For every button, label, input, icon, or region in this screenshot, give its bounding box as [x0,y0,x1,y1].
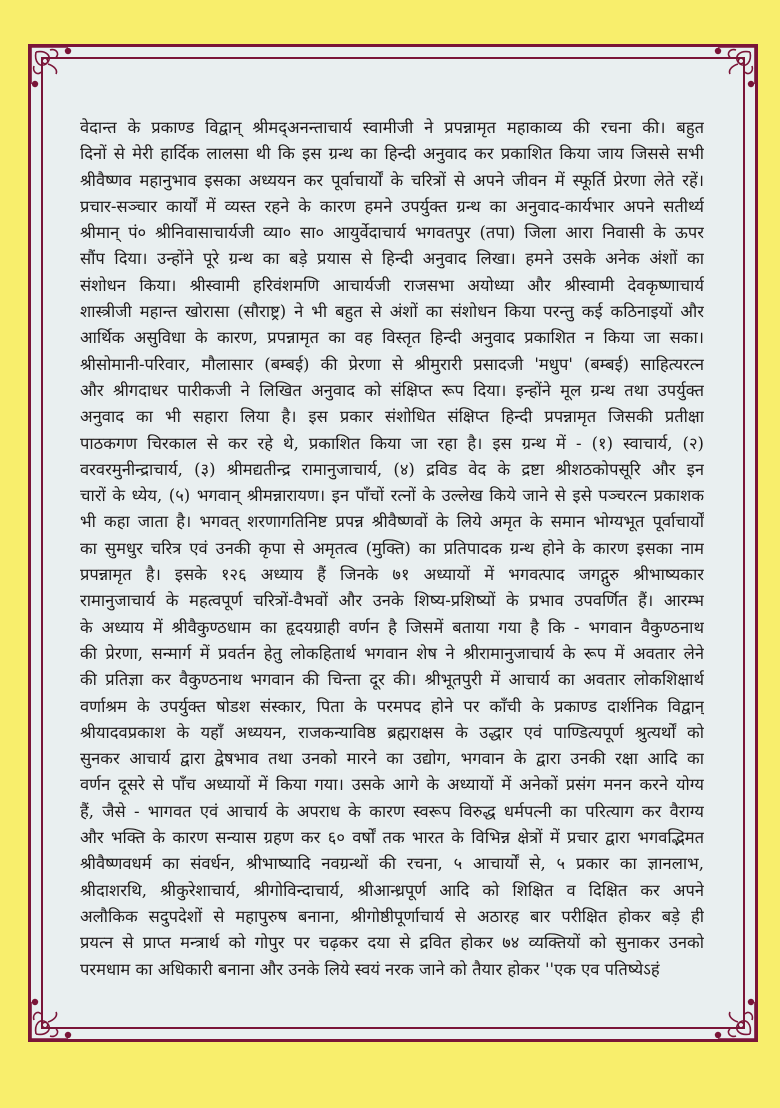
body-text [80,115,704,983]
text-line: श्रीवैष्णव महानुभाव इसका अध्ययन कर पूर्वाचार्यों के चरित्रों से अपने जीवन में स्फूर्ति प्रेरणा लेते रहें। [80,170,704,190]
text-line: दिनों से मेरी हार्दिक लालसा थी कि इस ग्रन्थ का हिन्दी अनुवाद कर प्रकाशित किया जाय जिससे सभी [80,144,704,164]
text-line: और श्रीगदाधर पारीकजी ने लिखित अनुवाद को संक्षिप्त रूप दिया। इन्होंने मूल ग्रन्थ तथा उपर्युक्त [80,380,704,400]
text-line: श्रीसोमानी-परिवार, मौलासार (बम्बई) की प्रेरणा से श्रीमुरारी प्रसादजी 'मधुप' (बम्बई) साहित्यरत्न [80,354,704,374]
text-line: संशोधन किया। श्रीस्वामी हरिवंशमणि आचार्यजी राजसभा अयोध्या और श्रीस्वामी देवकृष्णाचार्य [80,275,704,295]
text-line: की प्रतिज्ञा कर वैकुण्ठनाथ भगवान की चिन्ता दूर की। श्रीभूतपुरी में आचार्य का अवतार लोकशिक्षार्थ [80,670,704,690]
text-line: अलौकिक सदुपदेशों से महापुरुष बनाना, श्रीगोष्ठीपूर्णाचार्य से अठारह बार परीक्षित होकर बड़े ही [80,906,704,926]
text-line: श्रीमान् पं० श्रीनिवासाचार्यजी व्या० सा० आयुर्वेदाचार्य भगवतपुर (तपा) जिला आरा निवासी के ऊपर [80,223,704,243]
text-line: वरवरमुनीन्द्राचार्य, (३) श्रीमद्यतीन्द्र रामानुजाचार्य, (४) द्रविड वेद के द्रष्टा श्रीशठकोपसूरि और इन [80,459,704,479]
text-line: के अध्याय में श्रीवैकुण्ठधाम का हृदयग्राही वर्णन है जिसमें बताया गया है कि - भगवान वैकुण्ठनाथ [80,617,704,637]
text-line: अनुवाद का भी सहारा लिया है। इस प्रकार संशोधित संक्षिप्त हिन्दी प्रपन्नामृत जिसकी प्रतीक्षा [80,407,704,427]
text-line: भी कहा जाता है। भगवत् शरणागतिनिष्ट प्रपन्न श्रीवैष्णवों के लिये अमृत के समान भोग्यभूत पूर्वाचार्यों [80,512,704,532]
text-line: सौंप दिया। उन्होंने पूरे ग्रन्थ का बड़े प्रयास से हिन्दी अनुवाद लिखा। हमने उसके अनेक अंशों का [80,249,704,269]
corner-ornament-icon [712,44,758,90]
text-line: प्रपन्नामृत है। इसके १२६ अध्याय हैं जिनके ७१ अध्यायों में भगवत्पाद जगद्गुरु श्रीभाष्यकार [80,565,704,585]
text-line: परमधाम का अधिकारी बनाना और उनके लिये स्वयं नरक जाने को तैयार होकर ''एक एव पतिष्येऽहं [80,959,660,979]
text-line: पाठकगण चिरकाल से कर रहे थे, प्रकाशित किया जा रहा है। इस ग्रन्थ में - (१) स्वाचार्य, (२) [80,433,704,453]
text-line: और भक्ति के कारण सन्यास ग्रहण कर ६० वर्षों तक भारत के विभिन्न क्षेत्रों में प्रचार द्वारा भगवद्भिमत [80,828,704,848]
text-line: वेदान्त के प्रकाण्ड विद्वान् श्रीमद्अनन्ताचार्य स्वामीजी ने प्रपन्नामृत महाकाव्य की रचना की। बहुत [80,118,704,137]
text-line: शास्त्रीजी महान्त खोरासा (सौराष्ट्र) ने भी बहुत से अंशों का संशोधन किया परन्तु कई कठिनाइयों और [80,302,704,322]
corner-ornament-icon [28,44,74,90]
text-line: प्रचार-सञ्चार कार्यों में व्यस्त रहने के कारण हमने उपर्युक्त ग्रन्थ का अनुवाद-कार्यभार अपने सतीर्थ्य [80,196,704,216]
text-line: वर्णन दूसरे से पाँच अध्यायों में किया गया। उसके आगे के अध्यायों में अनेकों प्रसंग मनन करने योग्य [80,775,704,795]
text-line: श्रीयादवप्रकाश के यहाँ अध्ययन, राजकन्याविष्ठ ब्रह्मराक्षस के उद्धार एवं पाण्डित्यपूर्ण श्रुत्यर्थों को [80,722,704,742]
text-line: श्रीवैष्णवधर्म का संवर्धन, श्रीभाष्यादि नवग्रन्थों की रचना, ५ आचार्यों से, ५ प्रकार का ज्ञानलाभ, [80,854,704,874]
text-line: की प्रेरणा, सन्मार्ग में प्रवर्तन हेतु लोकहितार्थ भगवान शेष ने श्रीरामानुजाचार्य के रूप में अवतार लेने [80,643,704,663]
text-line: हैं, जैसे - भागवत एवं आचार्य के अपराध के कारण स्वरूप विरुद्ध धर्मपत्नी का परित्याग कर वैराग्य [80,801,704,821]
corner-ornament-icon [712,996,758,1042]
text-line: का सुमधुर चरित्र एवं उनकी कृपा से अमृतत्व (मुक्ति) का प्रतिपादक ग्रन्थ होने के कारण इसका नाम [80,538,704,558]
text-line: चारों के ध्येय, (५) भगवान् श्रीमन्नारायण। इन पाँचों रत्नों के उल्लेख किये जाने से इसे पञ्चरत्न प्रकाशक [80,486,704,506]
text-line: सुनकर आचार्य द्वारा द्वेषभाव तथा उनको मारने का उद्योग, भगवान के द्वारा उनकी रक्षा आदि का [80,749,704,769]
text-line: आर्थिक असुविधा के कारण, प्रपन्नामृत का वह विस्तृत हिन्दी अनुवाद प्रकाशित न किया जा सका। [80,328,704,348]
text-line: प्रयत्न से प्राप्त मन्त्रार्थ को गोपुर पर चढ़कर दया से द्रवित होकर ७४ व्यक्तियों को सुनाकर उनको [80,933,704,953]
text-line: रामानुजाचार्य के महत्वपूर्ण चरित्रों-वैभवों और उनके शिष्य-प्रशिष्यों के प्रभाव उपवर्णित हैं। आरम्भ [80,591,704,611]
text-line: वर्णाश्रम के उपर्युक्त षोडश संस्कार, पिता के परमपद होने पर काँची के प्रकाण्ड दार्शनिक विद्वान् [80,696,704,716]
corner-ornament-icon [28,996,74,1042]
text-line: श्रीदाशरथि, श्रीकुरेशाचार्य, श्रीगोविन्दाचार्य, श्रीआन्ध्रपूर्ण आदि को शिक्षित व दिक्षित कर अपने [80,880,704,900]
